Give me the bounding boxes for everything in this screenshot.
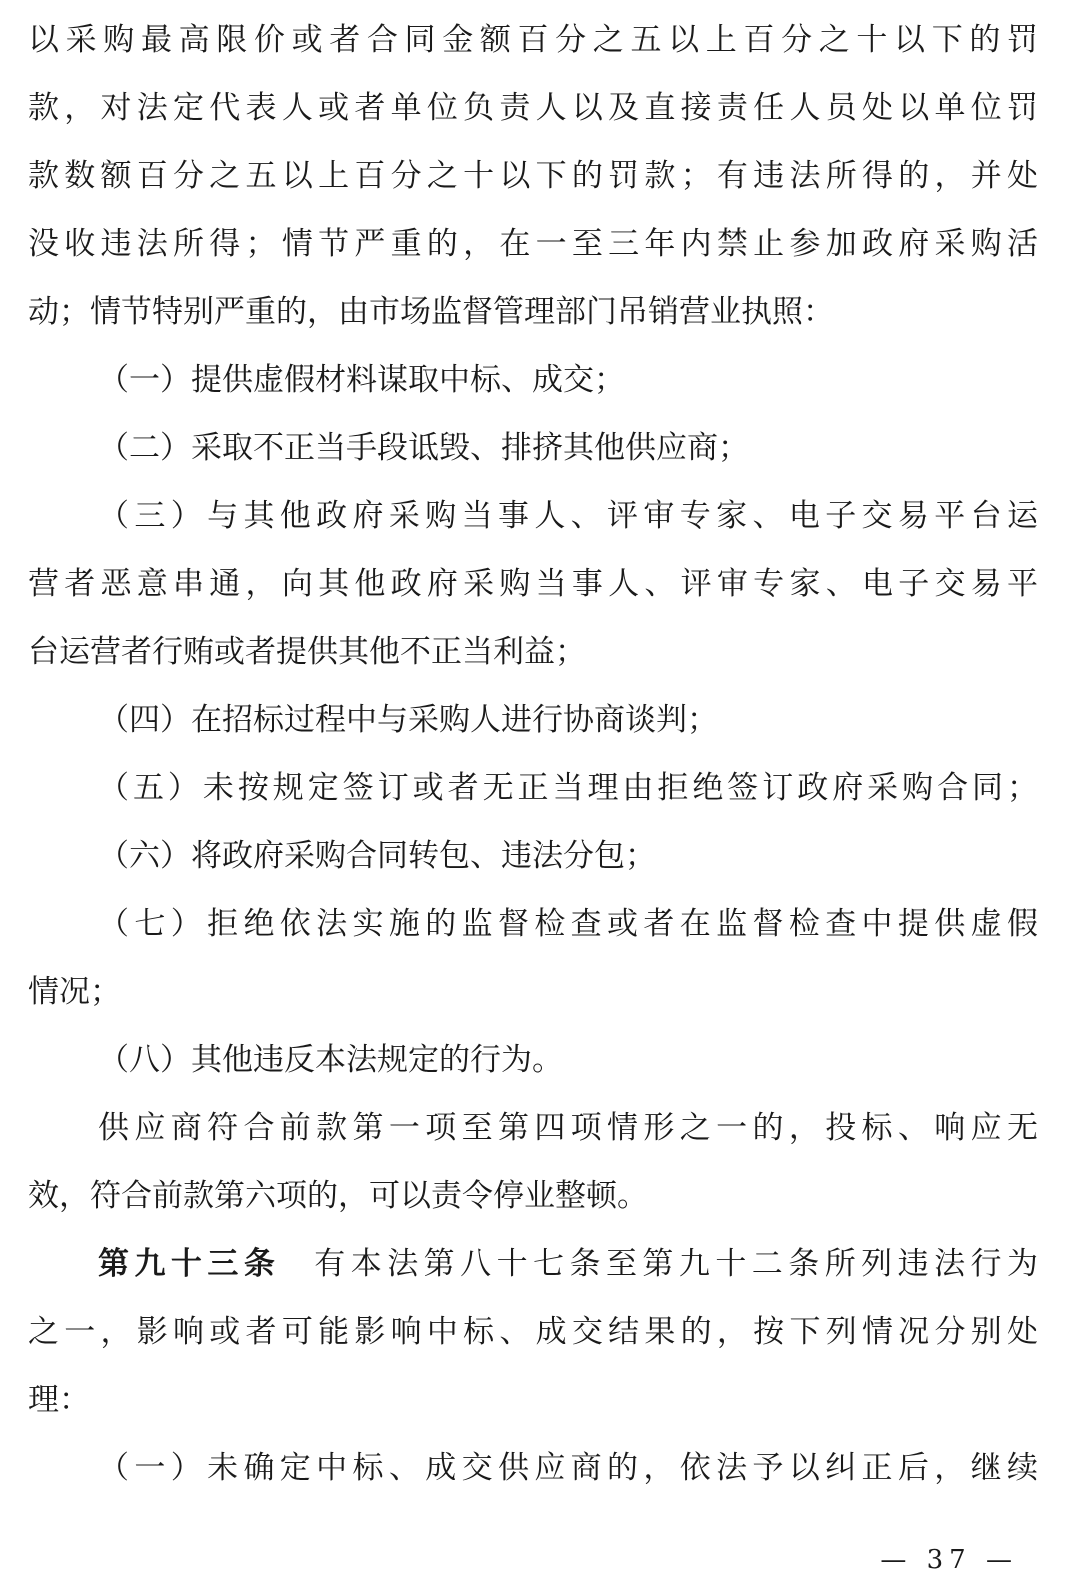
document-page xyxy=(28,6,1038,1502)
list-item: （五）未按规定签订或者无正当理由拒绝签订政府采购合同； xyxy=(98,770,1038,806)
text-line: 情况； xyxy=(28,974,121,1010)
list-item: （七）拒绝依法实施的监督检查或者在监督检查中提供虚假 xyxy=(98,906,1038,942)
text-line: 营者恶意串通，向其他政府采购当事人、评审专家、电子交易平 xyxy=(28,566,1038,602)
text-line: 没收违法所得；情节严重的，在一至三年内禁止参加政府采购活 xyxy=(28,226,1038,262)
article-line: 第九十三条 有本法第八十七条至第九十二条所列违法行为 xyxy=(98,1246,1038,1282)
text-line: 之一，影响或者可能影响中标、成交结果的，按下列情况分别处 xyxy=(28,1314,1038,1350)
text-line: 以采购最高限价或者合同金额百分之五以上百分之十以下的罚 xyxy=(28,22,1038,58)
text-line: 台运营者行贿或者提供其他不正当利益； xyxy=(28,634,586,670)
text-line: 款，对法定代表人或者单位负责人以及直接责任人员处以单位罚 xyxy=(28,90,1038,126)
text-line: 动；情节特别严重的，由市场监督管理部门吊销营业执照： xyxy=(28,294,834,330)
article-heading: 第九十三条 xyxy=(98,1246,281,1282)
paragraph-line: 供应商符合前款第一项至第四项情形之一的，投标、响应无 xyxy=(98,1110,1038,1146)
list-item: （一）提供虚假材料谋取中标、成交； xyxy=(98,362,625,398)
list-item: （六）将政府采购合同转包、违法分包； xyxy=(98,838,656,874)
list-item: （四）在招标过程中与采购人进行协商谈判； xyxy=(98,702,718,738)
text-line: 理： xyxy=(28,1382,90,1418)
list-item: （二）采取不正当手段诋毁、排挤其他供应商； xyxy=(98,430,749,466)
text-line: 款数额百分之五以上百分之十以下的罚款；有违法所得的，并处 xyxy=(28,158,1038,194)
list-item: （一）未确定中标、成交供应商的，依法予以纠正后，继续 xyxy=(98,1450,1038,1486)
text-line: 效，符合前款第六项的，可以责令停业整顿。 xyxy=(28,1178,648,1214)
list-item: （三）与其他政府采购当事人、评审专家、电子交易平台运 xyxy=(98,498,1038,534)
page-number: — 37 — xyxy=(880,1545,1018,1575)
list-item: （八）其他违反本法规定的行为。 xyxy=(98,1042,563,1078)
